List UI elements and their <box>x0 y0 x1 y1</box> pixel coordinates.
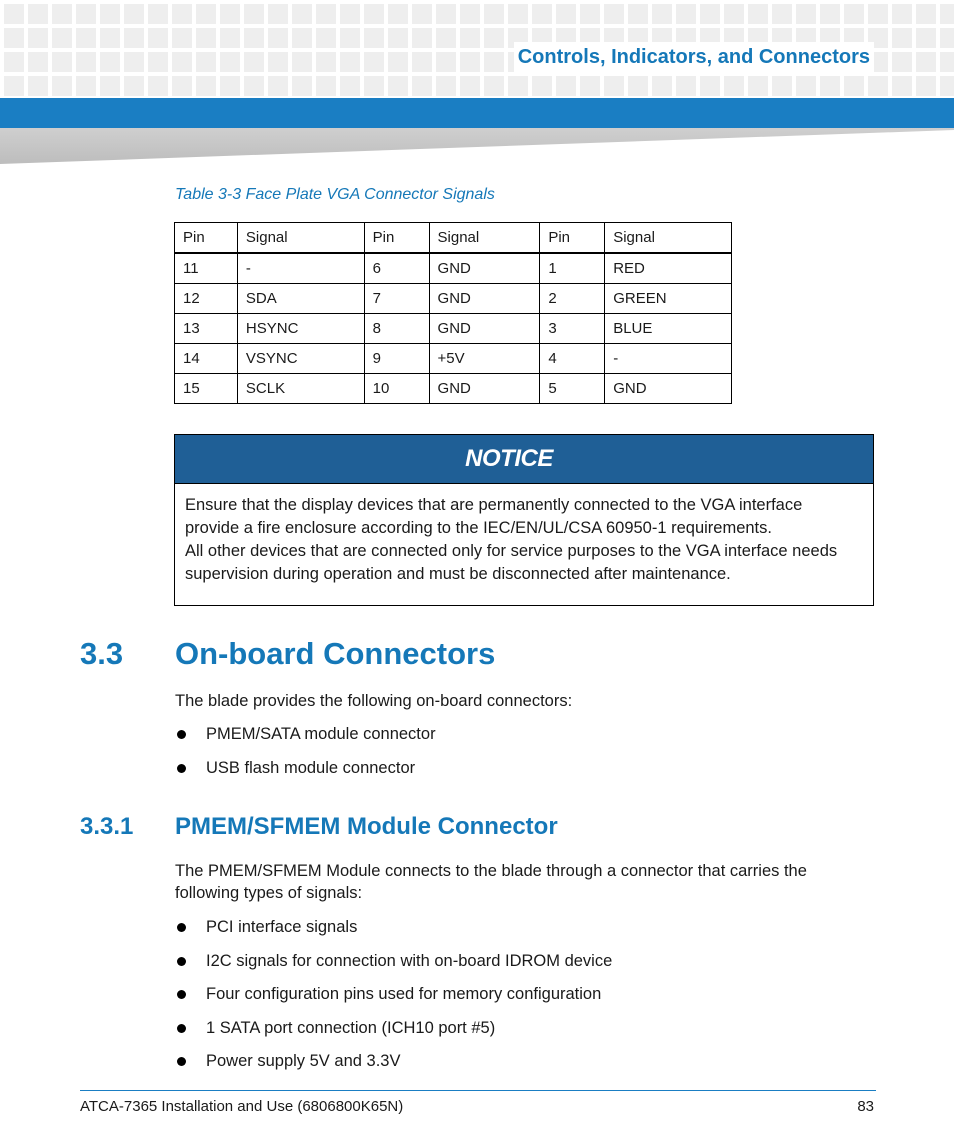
header-grey-wedge <box>0 128 954 164</box>
notice-line: supervision during operation and must be disconnected after maintenance. <box>185 565 731 583</box>
subsection-bullet-list <box>175 916 612 1084</box>
table-cell: GND <box>605 374 732 404</box>
section-intro: The blade provides the following on-board connectors: <box>175 692 573 710</box>
subsection-intro-line: following types of signals: <box>175 884 363 902</box>
list-item: PCI interface signals <box>175 916 612 950</box>
notice-line: Ensure that the display devices that are permanently connected to the VGA interface <box>185 496 803 514</box>
notice-line: All other devices that are connected only for service purposes to the VGA interface needs <box>185 542 838 560</box>
table-caption: Table 3-3 Face Plate VGA Connector Signals <box>175 186 495 203</box>
notice-line: provide a fire enclosure according to the IEC/EN/UL/CSA 60950-1 requirements. <box>185 519 772 537</box>
table-row <box>175 253 732 284</box>
table-cell: SCLK <box>237 374 364 404</box>
table-cell: 1 <box>540 253 605 284</box>
table-header-cell: Signal <box>429 223 540 254</box>
table-header-cell: Pin <box>175 223 238 254</box>
list-item: 1 SATA port connection (ICH10 port #5) <box>175 1017 612 1051</box>
table-cell: GND <box>429 374 540 404</box>
table-cell: 12 <box>175 284 238 314</box>
list-item: PMEM/SATA module connector <box>175 723 436 757</box>
section-number: 3.3 <box>80 636 124 671</box>
vga-signal-table <box>174 222 732 404</box>
table-cell: SDA <box>237 284 364 314</box>
subsection-heading <box>80 813 558 841</box>
list-item: Four configuration pins used for memory configuration <box>175 983 612 1017</box>
table-header-cell: Signal <box>237 223 364 254</box>
table-cell: 4 <box>540 344 605 374</box>
table-cell: 10 <box>364 374 429 404</box>
table-cell: 14 <box>175 344 238 374</box>
footer-document-title: ATCA-7365 Installation and Use (6806800K65N) <box>80 1098 404 1115</box>
table-cell: GND <box>429 284 540 314</box>
table-cell: 7 <box>364 284 429 314</box>
table-header-row <box>175 223 732 254</box>
table-cell: 13 <box>175 314 238 344</box>
table-header-cell: Pin <box>540 223 605 254</box>
table-cell: 15 <box>175 374 238 404</box>
notice-box <box>174 434 874 606</box>
section-title: On-board Connectors <box>175 636 496 671</box>
table-row <box>175 284 732 314</box>
table-row <box>175 344 732 374</box>
table-cell: GND <box>429 253 540 284</box>
table-cell: VSYNC <box>237 344 364 374</box>
table-cell: - <box>237 253 364 284</box>
table-cell: 6 <box>364 253 429 284</box>
table-cell: BLUE <box>605 314 732 344</box>
notice-header <box>175 435 873 484</box>
table-cell: 5 <box>540 374 605 404</box>
table-cell: GND <box>429 314 540 344</box>
table-cell: +5V <box>429 344 540 374</box>
header-blue-band <box>0 98 954 128</box>
table-cell: GREEN <box>605 284 732 314</box>
table-cell: RED <box>605 253 732 284</box>
table-row <box>175 374 732 404</box>
table-header-cell: Pin <box>364 223 429 254</box>
list-item: Power supply 5V and 3.3V <box>175 1050 612 1084</box>
list-item: USB flash module connector <box>175 757 436 791</box>
table-cell: 2 <box>540 284 605 314</box>
table-row <box>175 314 732 344</box>
section-bullet-list <box>175 723 436 790</box>
subsection-number: 3.3.1 <box>80 813 134 840</box>
running-header-title: Controls, Indicators, and Connectors <box>514 42 874 72</box>
notice-label: NOTICE <box>465 445 553 472</box>
subsection-intro-line: The PMEM/SFMEM Module connects to the blade through a connector that carries the <box>175 862 807 880</box>
table-header-cell: Signal <box>605 223 732 254</box>
subsection-title: PMEM/SFMEM Module Connector <box>175 813 558 840</box>
notice-body <box>175 484 873 586</box>
table-cell: 3 <box>540 314 605 344</box>
table-cell: 11 <box>175 253 238 284</box>
section-heading <box>80 636 495 672</box>
table-cell: 8 <box>364 314 429 344</box>
table-cell: 9 <box>364 344 429 374</box>
table-cell: HSYNC <box>237 314 364 344</box>
table-cell: - <box>605 344 732 374</box>
footer-divider <box>80 1090 876 1091</box>
footer-page-number: 83 <box>857 1098 874 1115</box>
list-item: I2C signals for connection with on-board IDROM device <box>175 950 612 984</box>
